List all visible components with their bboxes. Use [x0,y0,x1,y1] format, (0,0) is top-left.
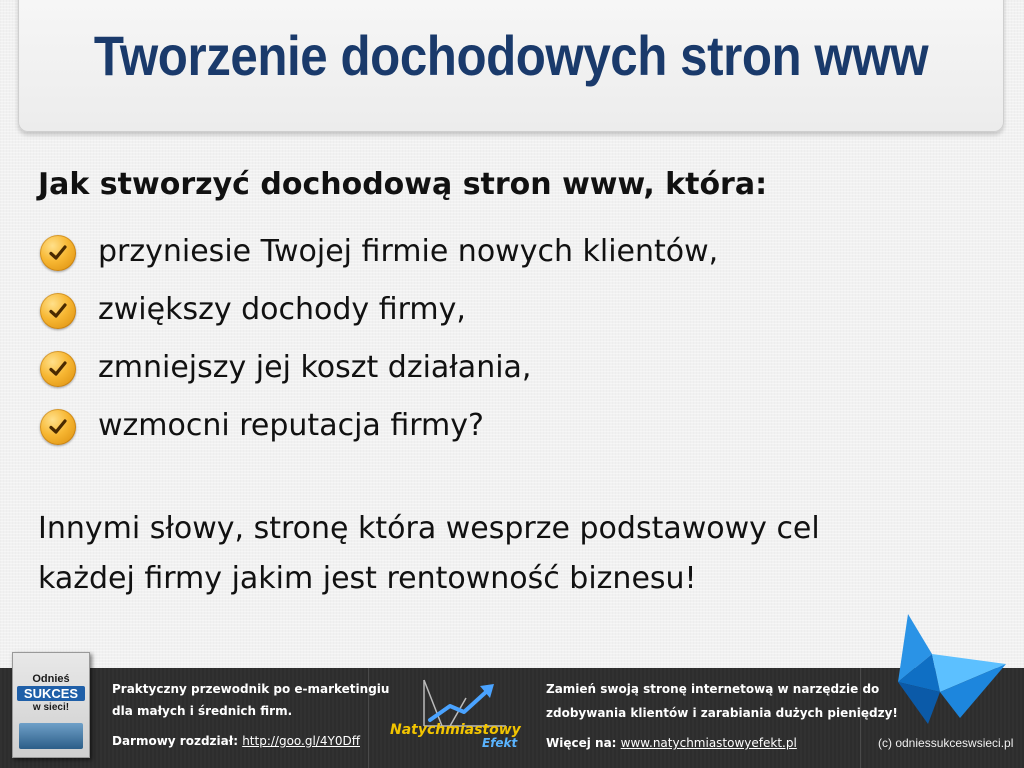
check-icon [40,293,76,329]
footer-left-text: dla małych i średnich firm. [112,704,293,718]
check-icon [40,351,76,387]
slide-title: Tworzenie dochodowych stron www [93,24,929,87]
closing-line: każdej firmy jakim jest rentowność biznesu! [38,561,697,596]
list-item [40,280,718,338]
website-link[interactable]: www.natychmiastowyefekt.pl [620,736,797,750]
book-title-line: Odnieś [32,673,70,685]
closing-line: Innymi słowy, stronę która wesprze podstawowy cel [38,511,820,546]
download-link[interactable]: http://goo.gl/4Y0Dff [242,734,360,748]
footer-download [112,734,360,748]
book-title-line: w sieci! [32,702,70,713]
logo-word: Efekt [482,736,518,750]
closing-paragraph [38,504,820,604]
footer-right-text: Zamień swoją stronę internetową w narzędzie do [546,682,880,696]
book-cover-image[interactable] [12,652,90,758]
list-item-text: wzmocni reputacja firmy? [98,407,484,443]
list-item-text: zmniejszy jej koszt działania, [98,349,532,385]
footer-left-text: Praktyczny przewodnik po e-marketingiu [112,682,390,696]
list-item-text: zwiększy dochody firmy, [98,291,466,327]
book-title-line: SUKCES [17,686,85,701]
check-icon [40,409,76,445]
footer-right-text: zdobywania klientów i zarabiania dużych pieniędzy! [546,706,898,720]
list-item-text: przyniesie Twojej firmie nowych klientów, [98,233,719,269]
footer-more [546,736,797,750]
check-icon [40,235,76,271]
origami-bird-icon [888,614,1008,734]
natychmiastowy-efekt-logo[interactable] [390,676,540,750]
list-item [40,222,718,280]
lead-question: Jak stworzyć dochodową stron www, która: [38,167,768,202]
benefits-list [40,222,718,454]
list-item [40,396,718,454]
download-label: Darmowy rozdział: [112,734,238,748]
more-label: Więcej na: [546,736,617,750]
list-item [40,338,718,396]
book-cover-illustration [19,723,83,749]
logo-word: Natychmiastowy [390,722,521,738]
copyright-text: (c) odniessukceswsieci.pl [878,736,1014,750]
title-box [18,0,1004,132]
